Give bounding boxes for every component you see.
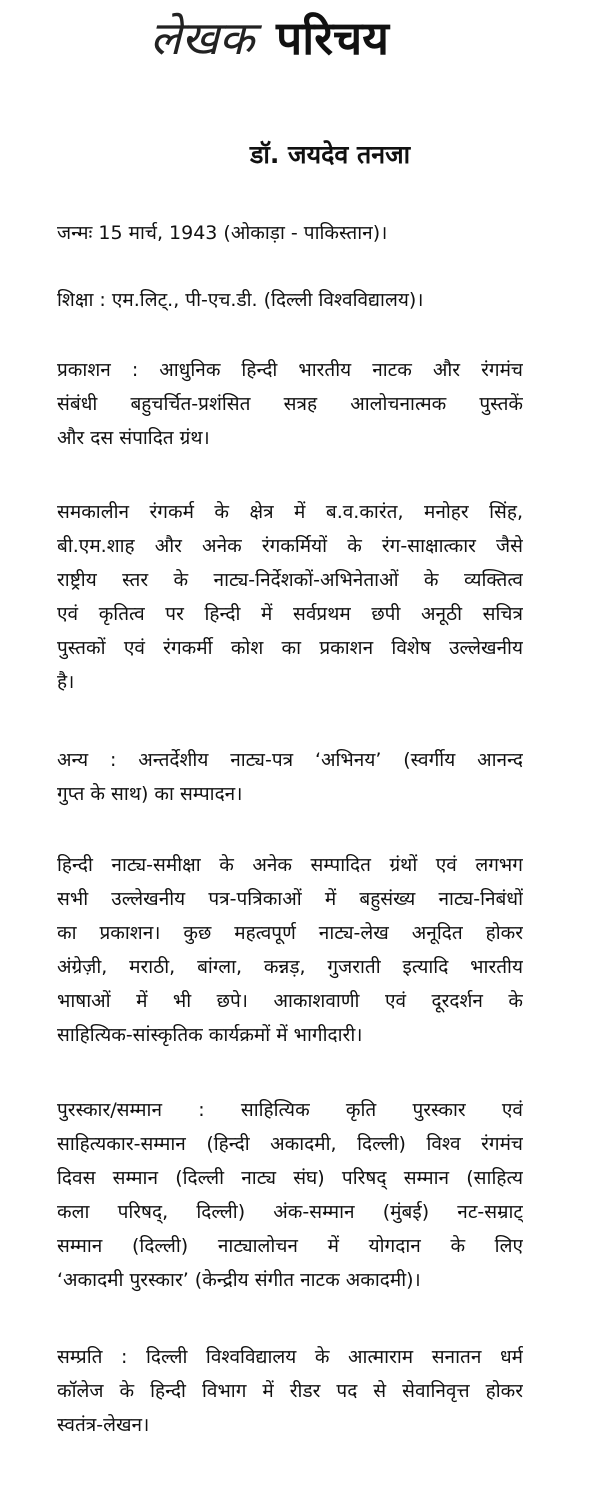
text-line: बी.एम.शाह और अनेक रंगकर्मियों के रंग-साक्षात्कार जैसे: [57, 535, 523, 557]
page-title: [150, 8, 450, 68]
text-line: संबंधी बहुचर्चित-प्रशंसित सत्रह आलोचनात्मक पुस्तकें: [57, 393, 523, 415]
text-line: ‘अकादमी पुरस्कार’ (केन्द्रीय संगीत नाटक अकादमी)।: [57, 1269, 421, 1291]
paragraph-contemporary: [57, 495, 523, 699]
text-line: प्रकाशन : आधुनिक हिन्दी भारतीय नाटक और रंगमंच: [57, 359, 523, 381]
text-line: दिवस सम्मान (दिल्ली नाट्य संघ) परिषद् सम्मान (साहित्य: [57, 1167, 523, 1189]
text-line: कला परिषद्, दिल्ली) अंक-सम्मान (मुंबई) नट-सम्राट्: [57, 1201, 523, 1223]
paragraph-present: [57, 1340, 523, 1442]
text-line: सम्मान (दिल्ली) नाट्यालोचन में योगदान के लिए: [57, 1235, 523, 1257]
text-line: अंग्रेज़ी, मराठी, बांग्ला, कन्नड़, गुजराती इत्यादि भारतीय: [57, 956, 523, 978]
paragraph-birth: [57, 216, 523, 250]
author-name: डॉ. जयदेव तनजा: [250, 140, 411, 169]
paragraph-awards: [57, 1093, 523, 1297]
text-line: गुप्त के साथ) का सम्पादन।: [57, 783, 243, 805]
text-line: साहित्यिक-सांस्कृतिक कार्यक्रमों में भागीदारी।: [57, 1024, 363, 1046]
paragraph-publication: [57, 353, 523, 455]
text-line: जन्मः 15 मार्च, 1943 (ओकाड़ा - पाकिस्तान)।: [57, 222, 388, 244]
text-line: समकालीन रंगकर्म के क्षेत्र में ब.व.कारंत, मनोहर सिंह,: [57, 501, 523, 523]
text-line: शिक्षा : एम.लिट्., पी-एच.डी. (दिल्ली विश्वविद्यालय)।: [57, 289, 424, 311]
text-line: एवं कृतित्व पर हिन्दी में सर्वप्रथम छपी अनूठी सचित्र: [57, 603, 523, 625]
text-line: भाषाओं में भी छपे। आकाशवाणी एवं दूरदर्शन के: [57, 990, 523, 1012]
text-line: अन्य : अन्तर्देशीय नाट्य-पत्र ‘अभिनय’ (स्वर्गीय आनन्द: [57, 749, 523, 771]
title-word-parichay: परिचय: [276, 11, 389, 65]
title-word-lekhak: लेखक: [150, 11, 255, 65]
text-line: सभी उल्लेखनीय पत्र-पत्रिकाओं में बहुसंख्य नाट्य-निबंधों: [57, 888, 523, 910]
text-line: हिन्दी नाट्य-समीक्षा के अनेक सम्पादित ग्रंथों एवं लगभग: [57, 854, 523, 876]
text-line: का प्रकाशन। कुछ महत्वपूर्ण नाट्य-लेख अनूदित होकर: [57, 922, 523, 944]
text-line: है।: [57, 671, 75, 693]
text-line: राष्ट्रीय स्तर के नाट्य-निर्देशकों-अभिनेताओं के व्यक्तित्व: [57, 569, 523, 591]
text-line: सम्प्रति : दिल्ली विश्वविद्यालय के आत्माराम सनातन धर्म: [57, 1346, 523, 1368]
paragraph-education: [57, 283, 523, 317]
text-line: स्वतंत्र-लेखन।: [57, 1414, 150, 1436]
text-line: और दस संपादित ग्रंथ।: [57, 427, 210, 449]
text-line: साहित्यकार-सम्मान (हिन्दी अकादमी, दिल्ली) विश्व रंगमंच: [57, 1133, 523, 1155]
paragraph-other: [57, 743, 523, 811]
text-line: पुस्तकों एवं रंगकर्मी कोश का प्रकाशन विशेष उल्लेखनीय: [57, 637, 523, 659]
text-line: कॉलेज के हिन्दी विभाग में रीडर पद से सेवानिवृत्त होकर: [57, 1380, 523, 1402]
paragraph-criticism: [57, 848, 523, 1052]
text-line: पुरस्कार/सम्मान : साहित्यिक कृति पुरस्कार एवं: [57, 1099, 523, 1121]
